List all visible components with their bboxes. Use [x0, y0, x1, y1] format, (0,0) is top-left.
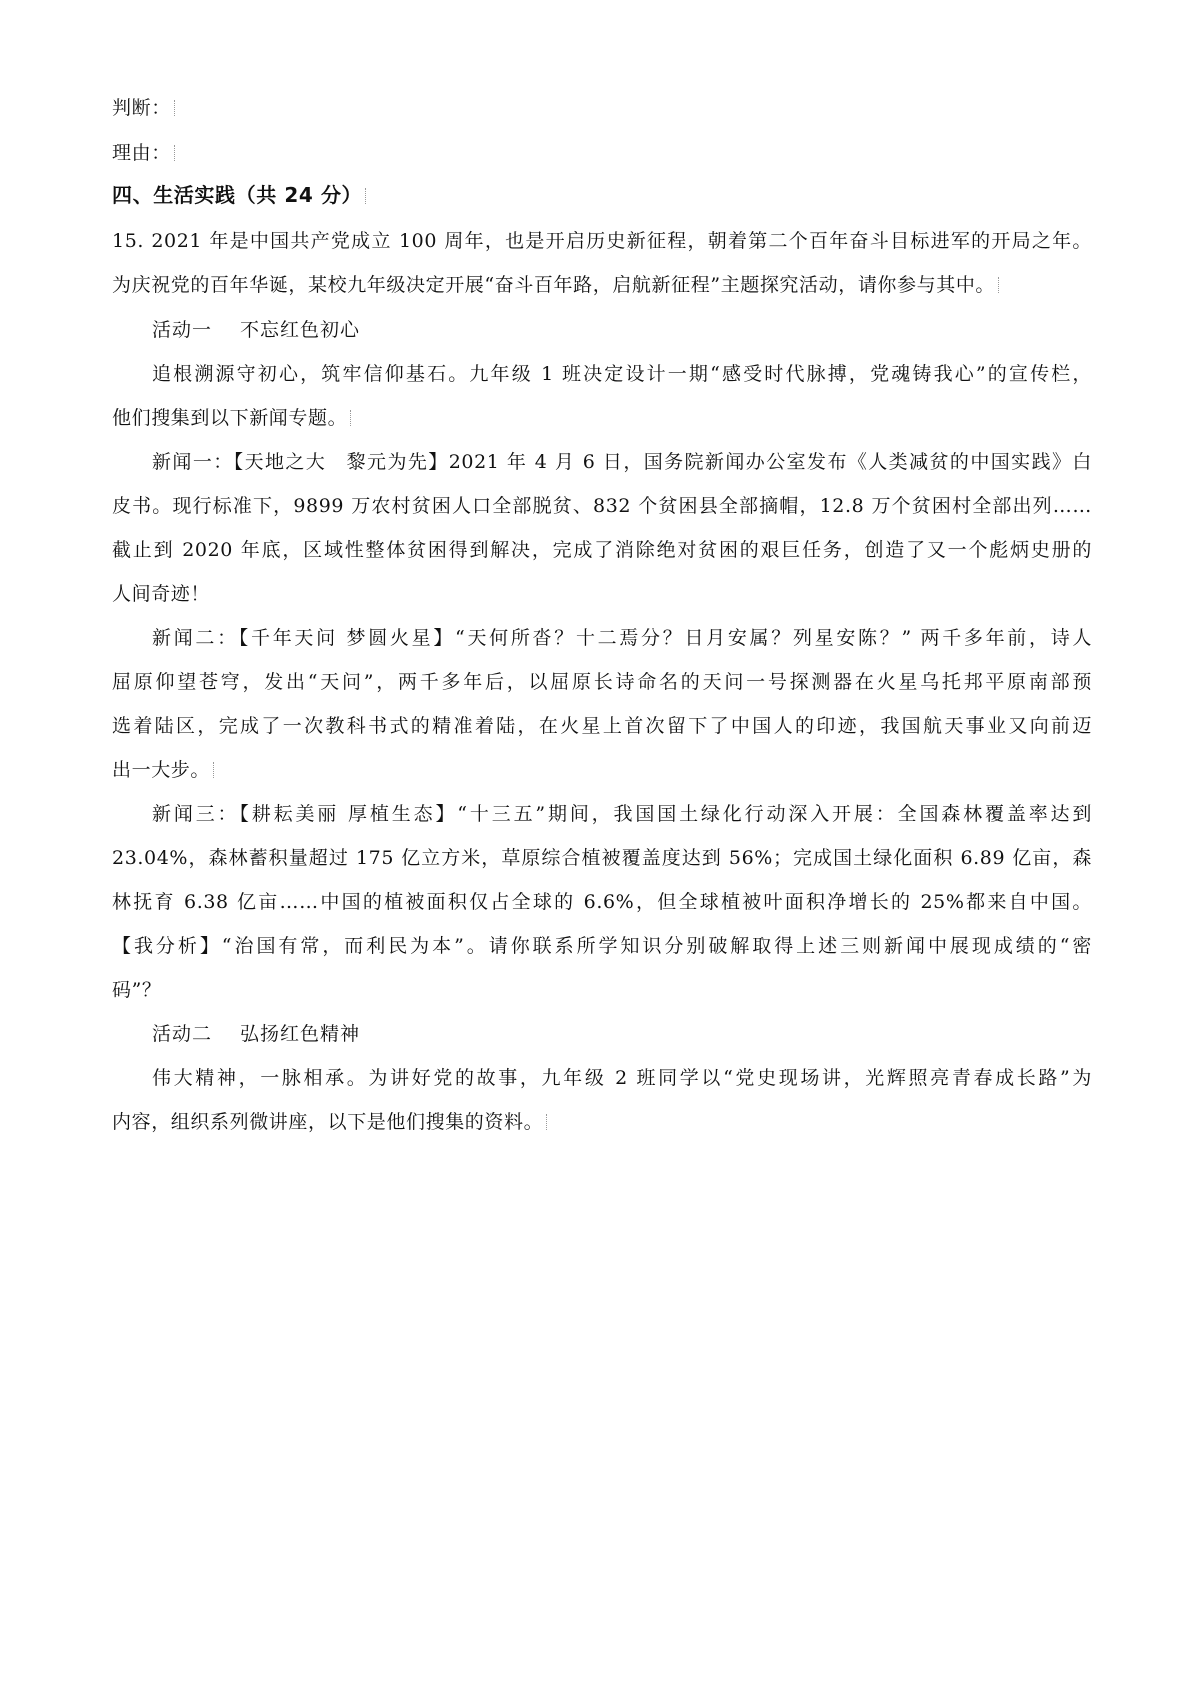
- news-three-line-1: 新闻三：【耕耘美丽 厚植生态】“十三五”期间，我国国土绿化行动深入开展：全国森林覆盖率达到: [152, 803, 1092, 825]
- activity-two-desc-line-2: 内容，组织系列微讲座，以下是他们搜集的资料。: [112, 1109, 1092, 1135]
- reason-label: 理由：: [112, 140, 1092, 166]
- question-15-intro-line-2: 为庆祝党的百年华诞，某校九年级决定开展“奋斗百年路，启航新征程”主题探究活动，请你参与其中。: [112, 272, 1092, 298]
- news-one-line-4: 人间奇迹！: [112, 583, 211, 605]
- activity-two-title: 弘扬红色精神: [240, 1023, 361, 1045]
- activity-one-heading: [152, 317, 1092, 343]
- judgment-label: 判断：: [112, 95, 1092, 121]
- activity-two-label: 活动二: [152, 1023, 213, 1045]
- question-15-intro-line-1: 15. 2021 年是中国共产党成立 100 周年，也是开启历史新征程，朝着第二个百年奋斗目标进军的开局之年。: [112, 230, 1092, 252]
- news-three-line-2: 23.04%，森林蓄积量超过 175 亿立方米，草原综合植被覆盖度达到 56%；完成国土绿化面积 6.89 亿亩，森: [112, 847, 1092, 869]
- activity-two-desc-line-1: 伟大精神，一脉相承。为讲好党的故事，九年级 2 班同学以“党史现场讲，光辉照亮青春成长路”为: [152, 1067, 1092, 1089]
- activity-one-title: 不忘红色初心: [240, 319, 361, 341]
- news-three-line-3: 林抚育 6.38 亿亩……中国的植被面积仅占全球的 6.6%，但全球植被叶面积净增长的 25%都来自中国。: [112, 891, 1092, 913]
- analysis-prompt-line-2: 码”？: [112, 979, 162, 1001]
- activity-one-label: 活动一: [152, 319, 213, 341]
- news-two-line-4: 出一大步。: [112, 757, 1092, 783]
- news-two-line-2: 屈原仰望苍穹，发出“天问”，两千多年后，以屈原长诗命名的天问一号探测器在火星乌托邦平原南部预: [112, 671, 1092, 693]
- news-one-line-2: 皮书。现行标准下，9899 万农村贫困人口全部脱贫、832 个贫困县全部摘帽，12.8 万个贫困村全部出列……: [112, 495, 1092, 517]
- analysis-prompt-line-1: 【我分析】“治国有常，而利民为本”。请你联系所学知识分别破解取得上述三则新闻中展现成绩的“密: [112, 935, 1092, 957]
- news-one-line-3: 截止到 2020 年底，区域性整体贫困得到解决，完成了消除绝对贫困的艰巨任务，创造了又一个彪炳史册的: [112, 539, 1092, 561]
- news-two-line-3: 选着陆区，完成了一次教科书式的精准着陆，在火星上首次留下了中国人的印迹，我国航天事业又向前迈: [112, 715, 1092, 737]
- news-one-line-1: 新闻一：【天地之大 黎元为先】2021 年 4 月 6 日，国务院新闻办公室发布《人类减贫的中国实践》白: [152, 451, 1092, 473]
- news-two-line-1: 新闻二：【千年天问 梦圆火星】“天何所沓？十二焉分？日月安属？列星安陈？” 两千多年前，诗人: [152, 627, 1092, 649]
- activity-two-heading: [152, 1021, 1092, 1047]
- section-four-title: 四、生活实践（共 24 分）: [112, 182, 1092, 208]
- activity-one-desc-line-2: 他们搜集到以下新闻专题。: [112, 405, 1092, 431]
- activity-one-desc-line-1: 追根溯源守初心，筑牢信仰基石。九年级 1 班决定设计一期“感受时代脉搏，党魂铸我心”的宣传栏，: [152, 363, 1092, 385]
